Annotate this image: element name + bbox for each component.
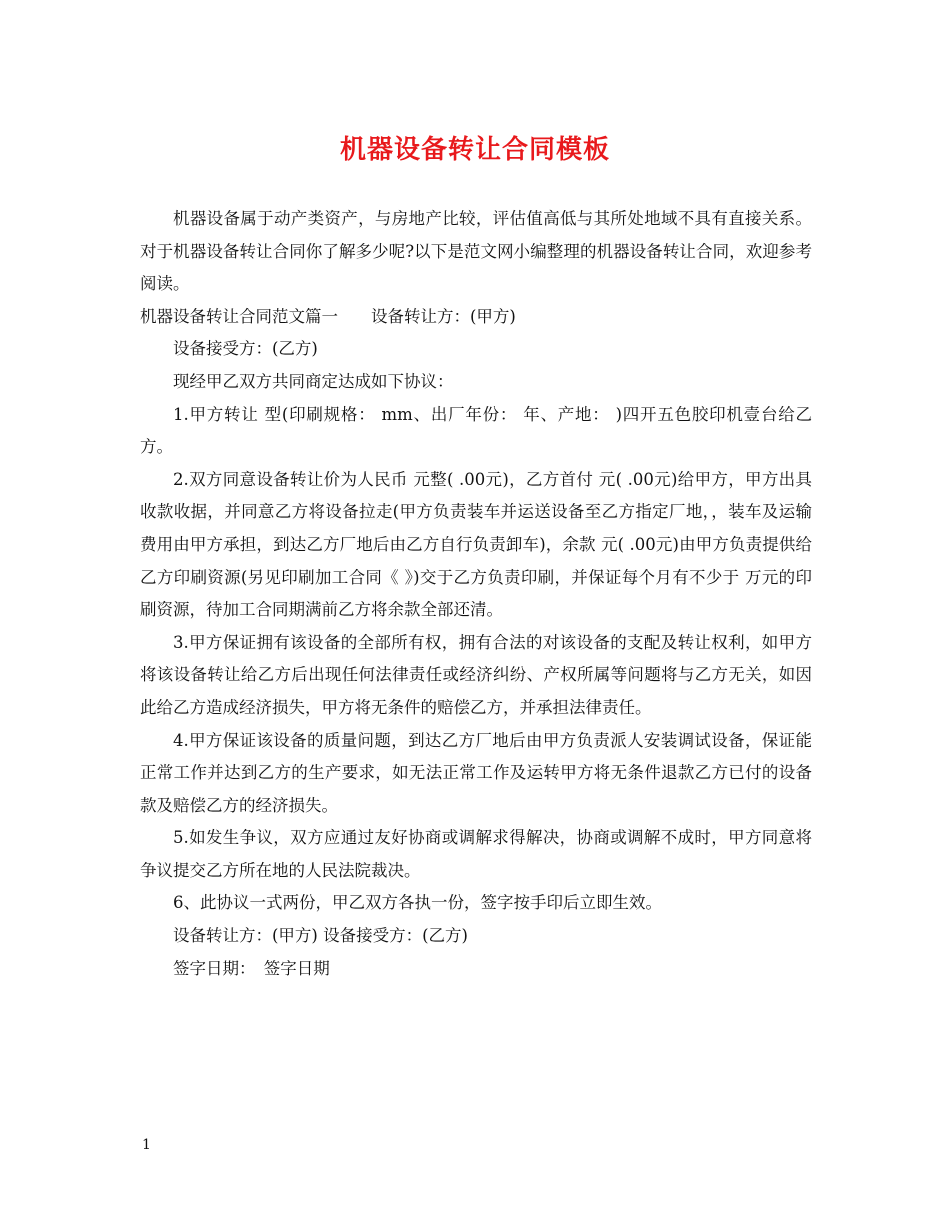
party-b-line: 设备接受方：(乙方)	[173, 339, 318, 359]
clause-1: 1.甲方转让 型(印刷规格： mm、出厂年份： 年、产地： )四开五色胶印机壹台给乙方。	[140, 404, 812, 457]
clause-5: 5.如发生争议，双方应通过友好协商或调解求得解决，协商或调解不成时，甲方同意将争议提交乙方所在地的人民法院裁决。	[140, 828, 812, 880]
clause-4: 4.甲方保证该设备的质量问题，到达乙方厂地后由甲方负责派人安装调试设备，保证能正常工作并达到乙方的生产要求，如无法正常工作及运转甲方将无条件退款乙方已付的设备款及赔偿乙方的经济损失。	[140, 730, 812, 815]
clause-3: 3.甲方保证拥有该设备的全部所有权，拥有合法的对该设备的支配及转让权利，如甲方将该设备转让给乙方后出现任何法律责任或经济纠纷、产权所属等问题将与乙方无关，如因此给乙方造成经济损失，甲方将无条件的赔偿乙方，并承担法律责任。	[140, 632, 812, 717]
section-heading-line: 机器设备转让合同范文篇一 设备转让方：(甲方)	[140, 306, 516, 326]
agreement-intro: 现经甲乙双方共同商定达成如下协议：	[173, 371, 454, 391]
document-title: 机器设备转让合同模板	[339, 135, 610, 165]
signature-parties-line: 设备转让方：(甲方) 设备接受方：(乙方)	[173, 926, 468, 946]
page-number: 1	[142, 1137, 151, 1153]
intro-paragraph: 机器设备属于动产类资产，与房地产比较，评估值高低与其所处地域不具有直接关系。对于机器设备转让合同你了解多少呢?以下是范文网小编整理的机器设备转让合同，欢迎参考阅读。	[140, 209, 812, 294]
clause-6: 6、此协议一式两份，甲乙双方各执一份，签字按手印后立即生效。	[173, 893, 662, 913]
signature-date-line: 签字日期： 签字日期	[173, 958, 330, 978]
clause-2: 2.双方同意设备转让价为人民币 元整( .00元)，乙方首付 元( .00元)给甲方，甲方出具收款收据，并同意乙方将设备拉走(甲方负责装车并运送设备至乙方指定厂地，，装车及运输费用由甲方承担，到达乙方厂地后由乙方自行负责卸车)，余款 元( .00元)由甲方负责提供给乙方印刷资源(另见印刷加工合同《 》)交于乙方负责印刷，并保证每个月有不少于 万元的印刷资源，待加工合同期满前乙方将余款全部还清。	[140, 469, 812, 620]
document-body	[140, 203, 812, 985]
